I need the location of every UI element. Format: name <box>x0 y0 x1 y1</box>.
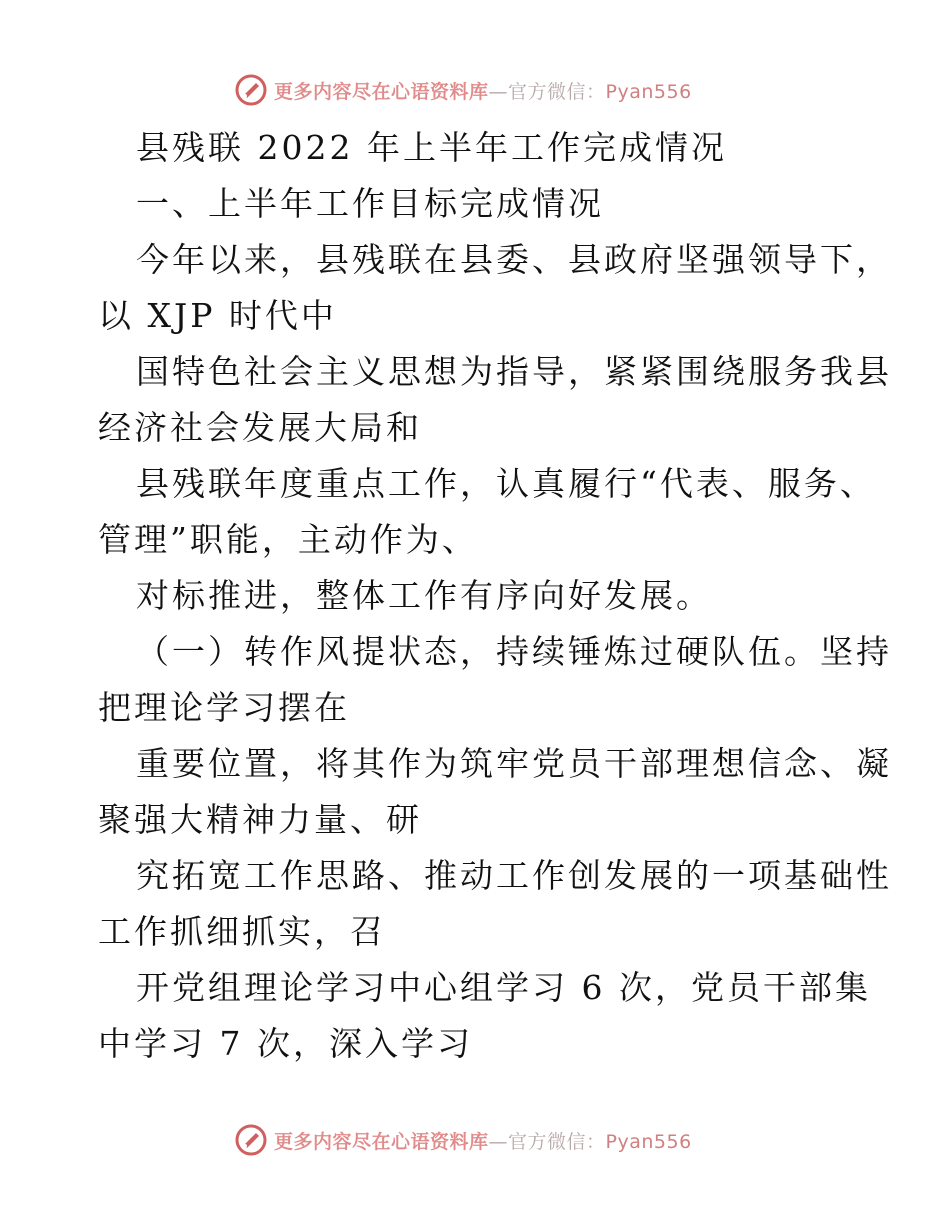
watermark-wechat-id: Pyan556 <box>605 80 692 103</box>
paragraph-line: 究拓宽工作思路、推动工作创发展的一项基础性 <box>136 856 892 895</box>
paragraph-line: 县残联年度重点工作，认真履行“代表、服务、 <box>136 464 876 503</box>
paragraph-line: 对标推进，整体工作有序向好发展。 <box>136 576 712 615</box>
paragraph-line: 中学习 7 次，深入学习 <box>98 1024 473 1063</box>
paragraph-line: 经济社会发展大局和 <box>98 408 422 447</box>
paragraph-line: 管理”职能，主动作为、 <box>98 520 478 559</box>
watermark-wechat-id: Pyan556 <box>605 1130 692 1153</box>
watermark-site-name: 更多内容尽在心语资料库 <box>274 1130 489 1153</box>
paragraph-line: 国特色社会主义思想为指导，紧紧围绕服务我县 <box>136 352 892 391</box>
document-body <box>98 120 892 1072</box>
watermark-site-name: 更多内容尽在心语资料库 <box>274 80 489 103</box>
paragraph-line: 聚强大精神力量、研 <box>98 800 422 839</box>
document-title: 县残联 2022 年上半年工作完成情况 <box>136 128 727 167</box>
paragraph-line: 以 XJP 时代中 <box>98 296 337 335</box>
header-watermark <box>234 72 692 108</box>
paragraph-line: （一）转作风提状态，持续锤炼过硬队伍。坚持 <box>136 632 892 671</box>
paragraph-line: 把理论学习摆在 <box>98 688 350 727</box>
watermark-wechat-label: —官方微信： <box>488 1130 606 1153</box>
paragraph-line: 重要位置，将其作为筑牢党员干部理想信念、凝 <box>136 744 892 783</box>
watermark-logo-icon <box>234 73 268 107</box>
paragraph-line: 工作抓细抓实，召 <box>98 912 386 951</box>
watermark-logo-icon <box>234 1123 268 1157</box>
paragraph-line: 今年以来，县残联在县委、县政府坚强领导下， <box>136 240 892 279</box>
section-heading: 一、上半年工作目标完成情况 <box>136 184 604 223</box>
paragraph-line: 开党组理论学习中心组学习 6 次，党员干部集 <box>136 968 871 1007</box>
footer-watermark <box>234 1122 692 1158</box>
watermark-wechat-label: —官方微信： <box>488 80 606 103</box>
